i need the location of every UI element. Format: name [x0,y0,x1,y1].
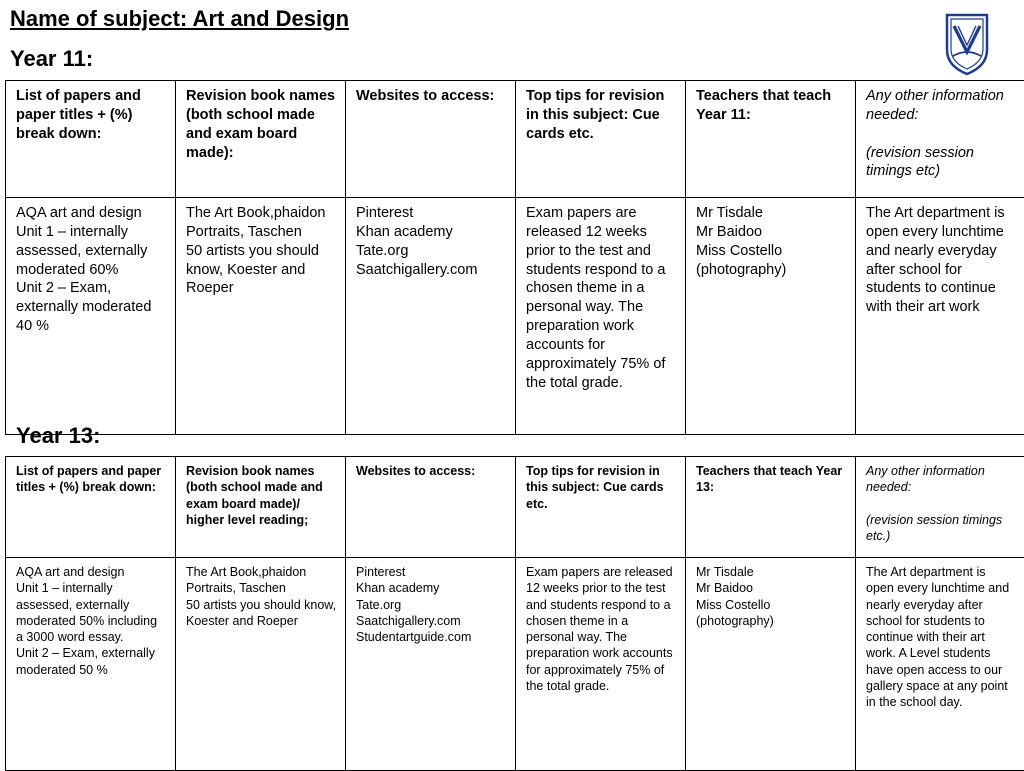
cell-books [176,198,346,435]
teacher-line: Mr Baidoo [696,223,847,242]
book-line: The Art Book,phaidon [186,564,337,580]
cell-books [176,558,346,771]
header-books: Revision book names (both school made and exam board made)/ higher level reading; [176,457,346,558]
header-other-info-line1: Any other information needed: [866,463,1016,496]
website-line: Khan academy [356,580,507,596]
page-title: Name of subject: Art and Design [10,6,349,32]
paper-line: Unit 2 – Exam, externally moderated 50 % [16,645,167,678]
header-websites: Websites to access: [346,81,516,198]
cell-tips: Exam papers are released 12 weeks prior to the test and students respond to a chosen theme in a personal way. The preparation work accounts for approximately 75% of the total grade. [516,558,686,771]
cell-papers [6,558,176,771]
website-line: Pinterest [356,564,507,580]
year-11-table [5,80,1024,435]
book-line: The Art Book,phaidon [186,204,337,223]
website-line: Saatchigallery.com [356,261,507,280]
cell-websites [346,558,516,771]
website-line: Tate.org [356,597,507,613]
cell-teachers [686,198,856,435]
book-line: Portraits, Taschen [186,580,337,596]
cell-papers [6,198,176,435]
header-papers: List of papers and paper titles + (%) break down: [6,81,176,198]
header-tips: Top tips for revision in this subject: Cue cards etc. [516,81,686,198]
paper-line: Unit 1 – internally assessed, externally moderated 50% including a 3000 word essay. [16,580,167,645]
header-tips: Top tips for revision in this subject: Cue cards etc. [516,457,686,558]
header-teachers: Teachers that teach Year 11: [686,81,856,198]
teacher-line: Mr Tisdale [696,204,847,223]
year-13-heading: Year 13: [16,423,100,449]
year-13-table [5,456,1024,771]
table-header-row [6,457,1024,558]
table-row [6,198,1024,435]
website-line: Studentartguide.com [356,629,507,645]
header-other-info-line2: (revision session timings etc.) [866,512,1016,545]
book-line: 50 artists you should know, Koester and Roeper [186,597,337,630]
header-other-info [856,457,1024,558]
table-header-row [6,81,1024,198]
header-websites: Websites to access: [346,457,516,558]
table-row [6,558,1024,771]
website-line: Tate.org [356,242,507,261]
paper-line: AQA art and design [16,564,167,580]
website-line: Saatchigallery.com [356,613,507,629]
teacher-line: Miss Costello [696,242,847,261]
header-other-info-line2: (revision session timings etc) [866,144,1016,182]
paper-line: Unit 2 – Exam, externally moderated 40 % [16,279,167,336]
teacher-line: (photography) [696,613,847,629]
paper-line: AQA art and design [16,204,167,223]
cell-other-info: The Art department is open every lunchtime and nearly everyday after school for students to continue with their art work. A Level students have open access to our gallery space at any point in the school day. [856,558,1024,771]
year-11-heading: Year 11: [10,46,93,72]
cell-teachers [686,558,856,771]
book-line: Portraits, Taschen [186,223,337,242]
header-books: Revision book names (both school made and exam board made): [176,81,346,198]
paper-line: Unit 1 – internally assessed, externally moderated 60% [16,223,167,280]
website-line: Khan academy [356,223,507,242]
teacher-line: (photography) [696,261,847,280]
teacher-line: Miss Costello [696,597,847,613]
header-other-info-line1: Any other information needed: [866,87,1016,125]
cell-other-info: The Art department is open every lunchtime and nearly everyday after school for students to continue with their art work [856,198,1024,435]
cell-tips: Exam papers are released 12 weeks prior to the test and students respond to a chosen theme in a personal way. The preparation work accounts for approximately 75% of the total grade. [516,198,686,435]
school-crest-icon [944,12,990,76]
teacher-line: Mr Baidoo [696,580,847,596]
book-line: 50 artists you should know, Koester and Roeper [186,242,337,299]
header-teachers: Teachers that teach Year 13: [686,457,856,558]
teacher-line: Mr Tisdale [696,564,847,580]
header-other-info [856,81,1024,198]
header-papers: List of papers and paper titles + (%) break down: [6,457,176,558]
cell-websites [346,198,516,435]
website-line: Pinterest [356,204,507,223]
